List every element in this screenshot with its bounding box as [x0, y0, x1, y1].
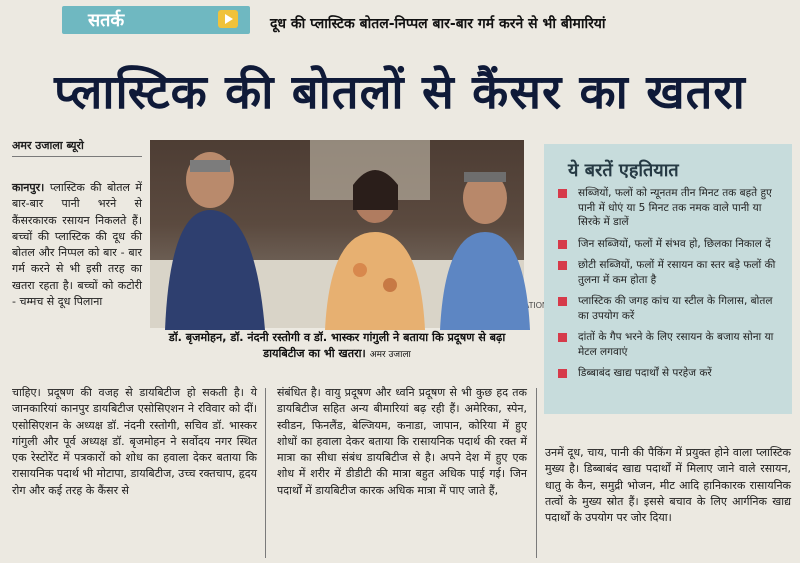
- tip-text: प्लास्टिक की जगह कांच या स्टील के गिलास, बोतल का उपयोग करें: [578, 295, 773, 322]
- press-photo: [150, 140, 524, 328]
- column-divider: [536, 388, 537, 558]
- precautions-title: ये बरतें एहतियात: [568, 160, 679, 181]
- body-column-3: उनमें दूध, चाय, पानी की पैकिंग में प्रयुक्त होने वाला प्लास्टिक मुख्य है। डिब्बाबंद खाद्य पदार्थों में मिलाए जाने वाले रसायन, धातु के कैन, समुद्री भोजन, मीट आदि हानिकारक रासायनिक तत्वों के मुख्य स्रोत हैं। इससे बचाव के लिए आर्गनिक खाद्य पदार्थों के उपयोग पर जोर दिया।: [545, 446, 791, 525]
- section-tag-label: सतर्क: [88, 10, 125, 31]
- byline: अमर उजाला ब्यूरो: [12, 139, 84, 152]
- bullet-icon: [558, 369, 567, 378]
- tip-text: दांतों के गैप भरने के लिए रसायन के बजाय सोना या मेटल लगवाएं: [578, 331, 774, 358]
- intro-paragraph: [12, 180, 142, 310]
- kicker-headline: दूध की प्लास्टिक बोतल-निप्पल बार-बार गर्म करने से भी बीमारियां: [270, 16, 606, 32]
- play-arrow-icon: [218, 10, 238, 28]
- caption-source: अमर उजाला: [369, 350, 411, 360]
- tip-text: छोटी सब्जियों, फलों में रसायन का स्तर बड़े फलों की तुलना में कम होता है: [578, 259, 776, 286]
- body-column-1: चाहिए। प्रदूषण की वजह से डायबिटीज हो सकती है। ये जानकारियां कानपुर डायबिटीज एसोसिएशन ने रविवार को दीं। एसोसिएशन के अध्यक्ष डॉ. नंदनी रस्तोगी, सचिव डॉ. भास्कर गांगुली और पूर्व अध्यक्ष डॉ. बृजमोहन ने सर्वोदय नगर स्थित एक रेस्टोरेंट में पत्रकारों को शोध का हवाला देकर बताया कि रासायनिक पदार्थ भी मोटापा, डायबिटीज, उच्च रक्तचाप, हृदय रोग और कई तरह के कैंसर से: [12, 386, 257, 497]
- dateline: कानपुर।: [12, 181, 45, 194]
- list-item: [556, 186, 786, 230]
- bullet-icon: [558, 189, 567, 198]
- body-column-2: संबंधित है। वायु प्रदूषण और ध्वनि प्रदूषण से भी कुछ हद तक डायबिटीज सहित अन्य बीमारियां बढ़ रही हैं। अमेरिका, स्पेन, स्वीडन, फिनलैंड, बेल्जियम, कनाडा, जापान, कोरिया में हुए शोधों का हवाला देकर बताया कि रासायनिक पदार्थ की रक्त में मात्रा का सीधा संबंध डायबिटीज से है। अपने देश में हुए एक शोध में शरीर में डीडीटी की मात्रा बहुत अधिक पाई गई। जिन पदार्थों में डायबिटीज कारक अधिक मात्रा में पाए जाते हैं,: [277, 386, 527, 497]
- photo-illustration: [150, 140, 524, 328]
- intro-text: प्लास्टिक की बोतल में बार-बार पानी भरने से कैंसरकारक रसायन निकलते हैं। बच्चों की प्लास्टिक की दूध की बोतल और निप्पल को बार - बार गर्म करने से भी इसी तरह का खतरा रहता है। बच्चों को कटोरी - चम्मच से दूध पिलाना: [12, 181, 142, 309]
- tip-text: सब्जियों, फलों को न्यूनतम तीन मिनट तक बहते हुए पानी में धोएं या 5 मिनट तक नमक वाले पानी या सिरके में डालें: [578, 187, 772, 228]
- byline-rule: [12, 156, 142, 157]
- bullet-icon: [558, 333, 567, 342]
- list-item: [556, 237, 786, 252]
- bullet-icon: [558, 240, 567, 249]
- bullet-icon: [558, 297, 567, 306]
- caption-text: डॉ. बृजमोहन, डॉ. नंदनी रस्तोगी व डॉ. भास्कर गांगुली ने बताया कि प्रदूषण से बढ़ा डायबिटीज का भी खतरा।: [168, 331, 506, 360]
- main-headline: प्लास्टिक की बोतलों से कैंसर का खतरा: [54, 65, 746, 120]
- photo-caption: [150, 330, 524, 363]
- list-item: [556, 258, 786, 287]
- column-divider: [265, 388, 266, 558]
- list-item: [556, 366, 786, 381]
- precautions-list: [556, 186, 786, 388]
- tip-text: डिब्बाबंद खाद्य पदार्थों से परहेज करें: [578, 367, 712, 379]
- bullet-icon: [558, 261, 567, 270]
- tip-text: जिन सब्जियों, फलों में संभव हो, छिलका निकाल दें: [578, 237, 771, 250]
- list-item: [556, 330, 786, 359]
- list-item: [556, 294, 786, 323]
